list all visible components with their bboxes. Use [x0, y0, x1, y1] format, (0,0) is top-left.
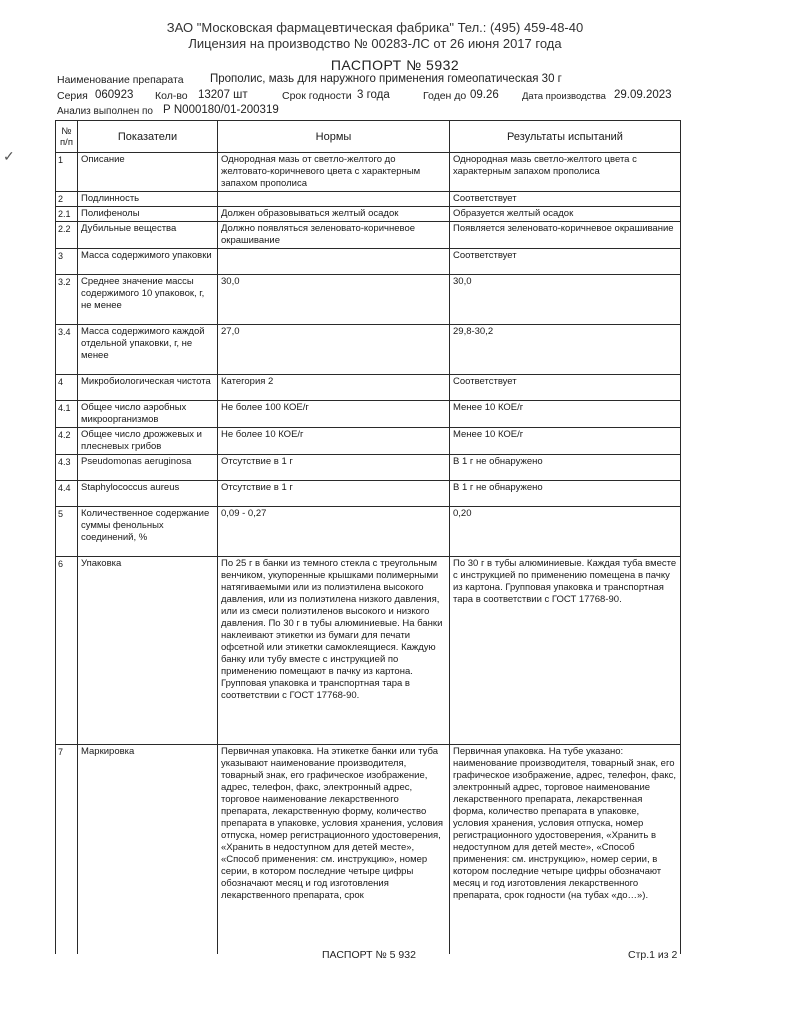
- row-indicator: Общее число дрожжевых и плесневых грибов: [78, 428, 218, 455]
- row-num: 2.1: [56, 207, 78, 222]
- row-num: 4.1: [56, 401, 78, 428]
- row-norm: Должно появляться зеленовато-коричневое окрашивание: [218, 222, 450, 249]
- qty-label: Кол-во: [155, 90, 188, 102]
- row-norm: Отсутствие в 1 г: [218, 481, 450, 507]
- row-result: Соответствует: [450, 249, 681, 275]
- row-indicator: Общее число аэробных микроорганизмов: [78, 401, 218, 428]
- shelf-life-label: Срок годности: [282, 90, 352, 102]
- analysis-label: Анализ выполнен по: [57, 106, 153, 117]
- table-header-row: [56, 121, 681, 153]
- row-norm: [218, 192, 450, 207]
- row-num: 3.2: [56, 275, 78, 325]
- production-date-label: Дата производства: [522, 91, 606, 102]
- row-norm: 27,0: [218, 325, 450, 375]
- row-indicator: Количественное содержание суммы фенольных соединений, %: [78, 507, 218, 557]
- row-num: 2.2: [56, 222, 78, 249]
- row-result: Однородная мазь светло-желтого цвета с характерным запахом прополиса: [450, 153, 681, 192]
- row-norm: Однородная мазь от светло-желтого до желтовато-коричневого цвета с характерным запахом прополиса: [218, 153, 450, 192]
- row-result: В 1 г не обнаружено: [450, 455, 681, 481]
- row-indicator: Pseudomonas aeruginosa: [78, 455, 218, 481]
- passport-title: ПАСПОРТ № 5932: [330, 57, 460, 73]
- table-row: [56, 207, 681, 222]
- specification-table: [55, 120, 681, 954]
- row-indicator: Масса содержимого каждой отдельной упаковки, г, не менее: [78, 325, 218, 375]
- row-num: 4.4: [56, 481, 78, 507]
- row-indicator: Подлинность: [78, 192, 218, 207]
- series-label: Серия: [57, 90, 88, 102]
- table-row: [56, 325, 681, 375]
- row-result: Первичная упаковка. На тубе указано: наименование производителя, товарный знак, его графическое изображение, адрес, телефон, факс, электронный адрес, торговое наименование лекарственного препарата, лекарственная форма, количество препарата в упаковке, условия хранения, условия отпуска, номер регистрационного удостоверения, «Хранить в недоступном для детей месте», «Способ применения: см. инструкцию», номер серии, в котором последние четыре цифры обозначают месяц и год изготовления лекарственного препарата, срок годности (на тубах «до…»).: [450, 745, 681, 954]
- footer-page-number: Стр.1 из 2: [628, 949, 678, 961]
- header-norm: Нормы: [218, 121, 450, 153]
- shelf-life-value: 3 года: [357, 89, 390, 101]
- row-result: Соответствует: [450, 192, 681, 207]
- row-num: 1: [56, 153, 78, 192]
- table-row: [56, 401, 681, 428]
- row-norm: 30,0: [218, 275, 450, 325]
- production-date-value: 29.09.2023: [614, 89, 672, 101]
- table-row: [56, 481, 681, 507]
- table-row: [56, 249, 681, 275]
- row-num: 3.4: [56, 325, 78, 375]
- row-norm: Первичная упаковка. На этикетке банки или туба указывают наименование производителя, товарный знак, его графическое изображение, адрес, телефон, факс, электронный адрес, торговое наименование лекарственного препарата, лекарственную форму, количество препарата в упаковке, условия хранения, условия отпуска, номер регистрационного удостоверения, «Хранить в недоступном для детей месте», «Способ применения: см. инструкцию», номер серии, в котором последние четыре цифры обозначают месяц и год изготовления лекарственного препарата, срок: [218, 745, 450, 954]
- row-result: Появляется зеленовато-коричневое окрашивание: [450, 222, 681, 249]
- row-norm: 0,09 - 0,27: [218, 507, 450, 557]
- row-num: 4.2: [56, 428, 78, 455]
- row-result: 29,8-30,2: [450, 325, 681, 375]
- table-row: [56, 507, 681, 557]
- header-num: № п/п: [56, 121, 78, 153]
- table-row: [56, 375, 681, 401]
- row-result: По 30 г в тубы алюминиевые. Каждая туба вместе с инструкцией по применению помещена в пачку из картона. Групповая упаковка и транспортная тара в соответствии с ГОСТ 17768-90.: [450, 557, 681, 745]
- row-num: 6: [56, 557, 78, 745]
- row-indicator: Среднее значение массы содержимого 10 упаковок, г, не менее: [78, 275, 218, 325]
- row-indicator: Полифенолы: [78, 207, 218, 222]
- footer-passport-ref: ПАСПОРТ № 5 932: [322, 949, 416, 961]
- table-row: [56, 153, 681, 192]
- row-num: 5: [56, 507, 78, 557]
- table-row: [56, 275, 681, 325]
- row-num: 4: [56, 375, 78, 401]
- table-row: [56, 222, 681, 249]
- table-row: [56, 428, 681, 455]
- table-row: [56, 192, 681, 207]
- row-norm: [218, 249, 450, 275]
- row-indicator: Дубильные вещества: [78, 222, 218, 249]
- series-value: 060923: [95, 89, 134, 101]
- table-row: [56, 455, 681, 481]
- row-result: Менее 10 КОЕ/г: [450, 401, 681, 428]
- row-indicator: Описание: [78, 153, 218, 192]
- row-norm: Не более 100 КОЕ/г: [218, 401, 450, 428]
- row-num: 7: [56, 745, 78, 954]
- row-num: 4.3: [56, 455, 78, 481]
- row-result: Образуется желтый осадок: [450, 207, 681, 222]
- qty-value: 13207 шт: [198, 89, 248, 101]
- header-result: Результаты испытаний: [450, 121, 681, 153]
- row-indicator: Микробиологическая чистота: [78, 375, 218, 401]
- valid-until-label: Годен до: [423, 90, 467, 102]
- product-value: Прополис, мазь для наружного применения гомеопатическая 30 г: [210, 73, 562, 85]
- row-norm: По 25 г в банки из темного стекла с треугольным венчиком, укупоренные крышками полимерными натягиваемыми или из полиэтилена высокого давления, или из полиэтилена низкого давления, или из смеси полиэтиленов высокого и низкого давления. По 30 г в тубы алюминиевые. На банки наклеивают этикетки из бумаги для печати офсетной или этикетки самоклеящиеся. Каждую банку или тубу вместе с инструкцией по применению помещают в пачку из картона. Групповая упаковка и транспортная тара в соответствии с ГОСТ 17768-90.: [218, 557, 450, 745]
- row-result: Соответствует: [450, 375, 681, 401]
- row-indicator: Упаковка: [78, 557, 218, 745]
- row-indicator: Staphylococcus aureus: [78, 481, 218, 507]
- checkmark-icon: ✓: [3, 148, 15, 164]
- company-line: ЗАО "Московская фармацевтическая фабрика" Тел.: (495) 459-48-40: [166, 20, 584, 35]
- row-indicator: Маркировка: [78, 745, 218, 954]
- header-indicator: Показатели: [78, 121, 218, 153]
- row-norm: Категория 2: [218, 375, 450, 401]
- row-result: 0,20: [450, 507, 681, 557]
- license-line: Лицензия на производство № 00283-ЛС от 26 июня 2017 года: [188, 36, 562, 51]
- row-result: Менее 10 КОЕ/г: [450, 428, 681, 455]
- analysis-value: Р N000180/01-200319: [163, 104, 279, 116]
- valid-until-value: 09.26: [470, 89, 499, 101]
- table-row: [56, 745, 681, 954]
- table-row: [56, 557, 681, 745]
- row-num: 3: [56, 249, 78, 275]
- row-result: В 1 г не обнаружено: [450, 481, 681, 507]
- row-norm: Должен образовываться желтый осадок: [218, 207, 450, 222]
- row-norm: Не более 10 КОЕ/г: [218, 428, 450, 455]
- row-indicator: Масса содержимого упаковки: [78, 249, 218, 275]
- row-norm: Отсутствие в 1 г: [218, 455, 450, 481]
- row-result: 30,0: [450, 275, 681, 325]
- product-label: Наименование препарата: [57, 74, 184, 86]
- row-num: 2: [56, 192, 78, 207]
